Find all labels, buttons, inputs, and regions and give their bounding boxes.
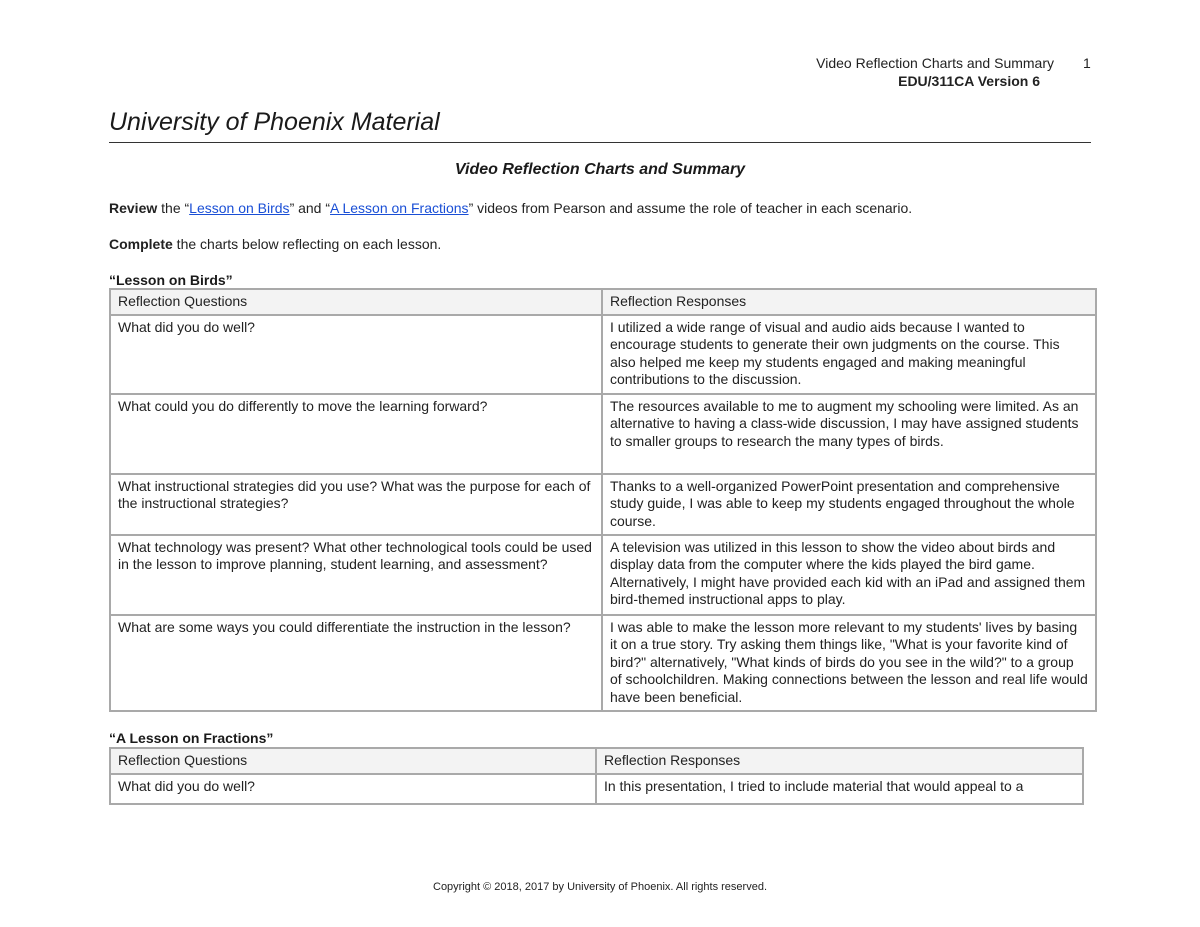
page-number: 1 [1083,55,1091,71]
university-title: University of Phoenix Material [109,108,440,136]
fractions-reflection-table [109,747,1084,805]
complete-label: Complete [109,236,173,252]
course-version: EDU/311CA Version 6 [898,73,1040,89]
column-header-questions: Reflection Questions [110,289,602,315]
review-instruction [109,200,912,216]
table-header-row [110,748,1083,774]
column-header-questions: Reflection Questions [110,748,596,774]
review-text-2: ” and “ [289,200,331,216]
response-cell: The resources available to me to augment my schooling were limited. As an alternative to having a class-wide discussion, I may have assigned students to smaller groups to research the many types of birds. [602,394,1096,474]
table-row [110,615,1096,711]
response-cell: In this presentation, I tried to include material that would appeal to a [596,774,1083,804]
copyright-footer: Copyright © 2018, 2017 by University of Phoenix. All rights reserved. [433,881,767,893]
question-cell: What are some ways you could differentiate the instruction in the lesson? [110,615,602,711]
fractions-section-heading: “A Lesson on Fractions” [109,730,274,746]
review-text-3: ” videos from Pearson and assume the role of teacher in each scenario. [468,200,913,216]
response-cell: I utilized a wide range of visual and audio aids because I wanted to encourage students to generate their own judgments on the course. This also helped me keep my students engaged and making meaningful contributions to the discussion. [602,315,1096,394]
complete-instruction [109,236,441,252]
table-row [110,474,1096,535]
table-row [110,535,1096,615]
birds-section-heading: “Lesson on Birds” [109,272,233,288]
birds-reflection-table [109,288,1097,712]
question-cell: What did you do well? [110,315,602,394]
column-header-responses: Reflection Responses [602,289,1096,315]
table-header-row [110,289,1096,315]
question-cell: What could you do differently to move the learning forward? [110,394,602,474]
table-row [110,315,1096,394]
question-cell: What did you do well? [110,774,596,804]
question-cell: What instructional strategies did you use? What was the purpose for each of the instructional strategies? [110,474,602,535]
review-label: Review [109,200,158,216]
column-header-responses: Reflection Responses [596,748,1083,774]
lesson-on-fractions-link[interactable]: A Lesson on Fractions [330,200,469,216]
response-cell: A television was utilized in this lesson to show the video about birds and display data from the computer where the kids played the bird game. Alternatively, I might have provided each kid with an iPad and assigned them bird-themed instructional apps to play. [602,535,1096,615]
question-cell: What technology was present? What other technological tools could be used in the lesson to improve planning, student learning, and assessment? [110,535,602,615]
table-row [110,394,1096,474]
lesson-on-birds-link[interactable]: Lesson on Birds [189,200,290,216]
title-divider [109,142,1091,143]
review-text-1: the “ [157,200,190,216]
response-cell: Thanks to a well-organized PowerPoint presentation and comprehensive study guide, I was able to keep my students engaged throughout the whole course. [602,474,1096,535]
document-title: Video Reflection Charts and Summary [454,161,746,178]
table-row [110,774,1083,804]
running-header-title: Video Reflection Charts and Summary [816,55,1054,71]
response-cell: I was able to make the lesson more relevant to my students' lives by basing it on a true story. Try asking them things like, "What is your favorite kind of bird?" alternatively, "What kinds of birds do you see in the wild?" to a group of schoolchildren. Making connections between the lesson and real life would have been beneficial. [602,615,1096,711]
complete-text: the charts below reflecting on each lesson. [172,236,442,252]
